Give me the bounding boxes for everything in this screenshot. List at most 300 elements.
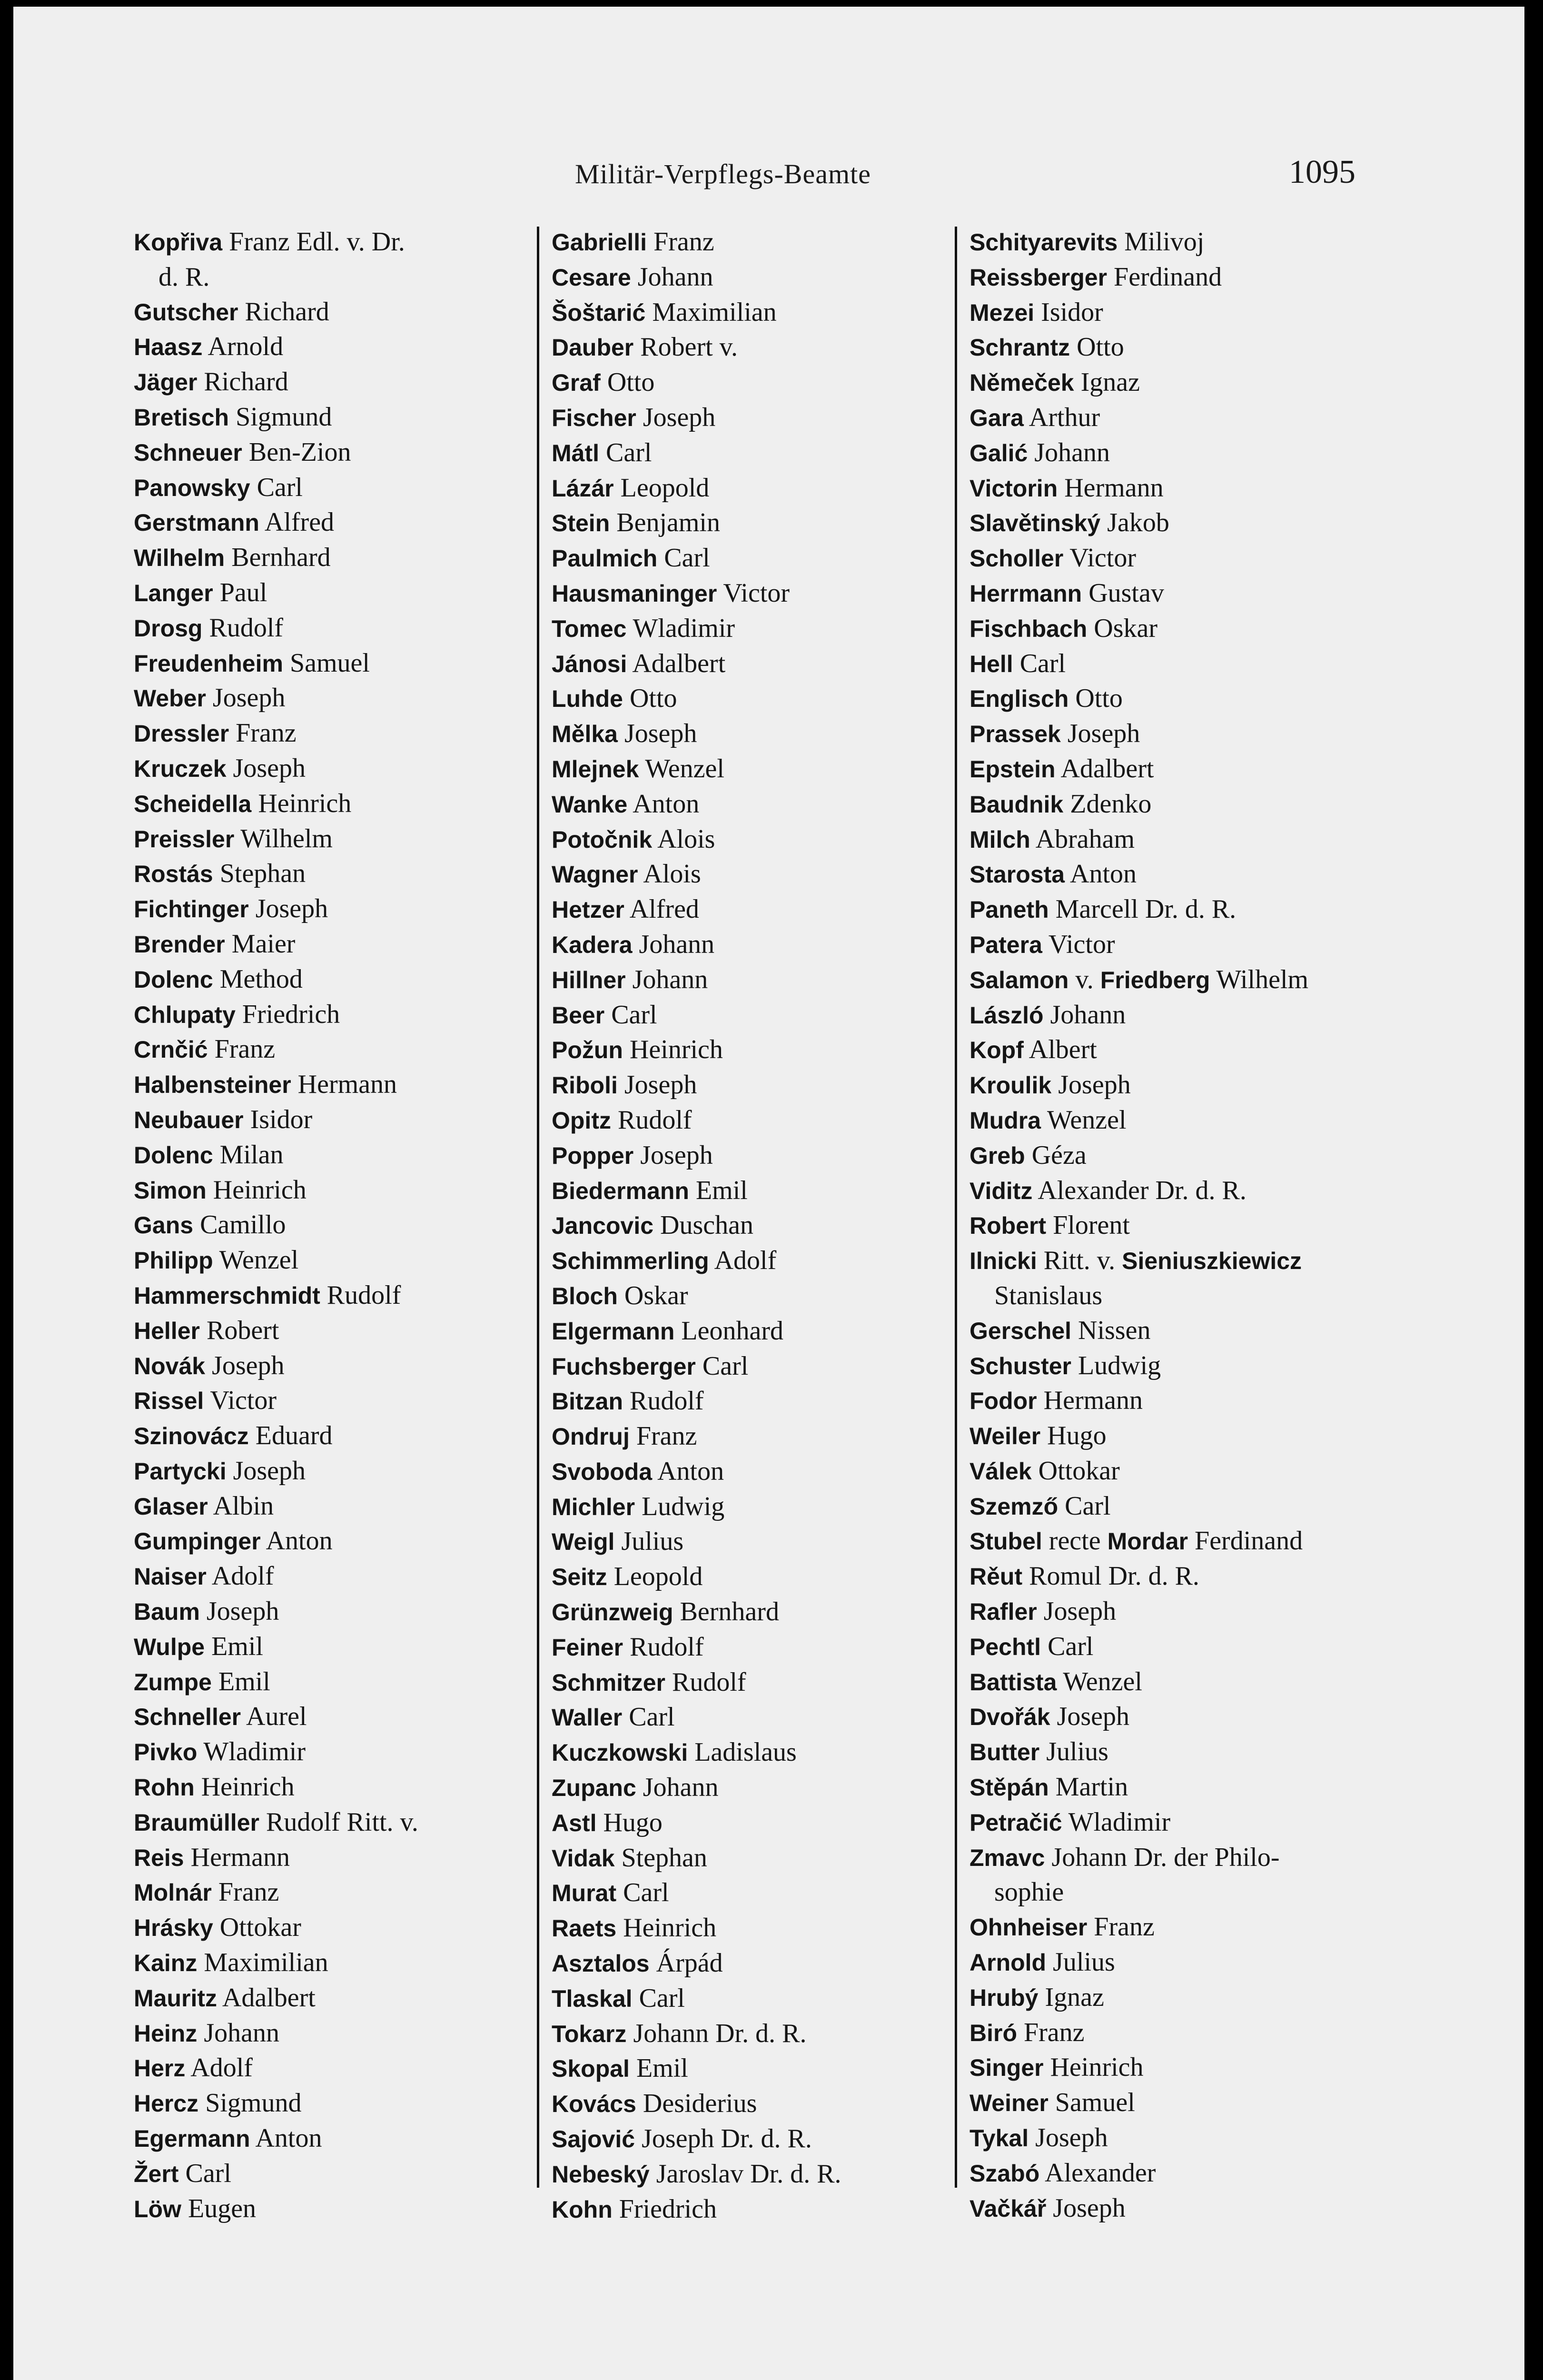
name-entry bbox=[969, 2085, 1379, 2121]
entry-given-name: Joseph bbox=[624, 1070, 697, 1100]
entry-given-name: Franz bbox=[236, 718, 297, 748]
name-entry bbox=[134, 1524, 543, 1559]
entry-given-name: Carl bbox=[611, 1000, 657, 1030]
entry-given-name: Heinrich bbox=[629, 1035, 723, 1065]
entry-given-name: Joseph bbox=[624, 719, 697, 749]
entry-given-name: Camillo bbox=[200, 1210, 286, 1240]
entry-given-name: Marcell Dr. d. R. bbox=[1055, 894, 1236, 924]
name-entry bbox=[134, 1665, 543, 1700]
name-entry bbox=[552, 471, 961, 506]
name-entry bbox=[969, 1173, 1379, 1209]
entry-surname: Zupanc bbox=[552, 1775, 636, 1802]
entry-given-name: v. bbox=[1075, 964, 1094, 994]
entry-surname: Epstein bbox=[969, 755, 1056, 783]
name-entry bbox=[134, 365, 543, 400]
entry-surname: Wagner bbox=[552, 861, 638, 888]
entry-given-name: Alois bbox=[643, 859, 701, 889]
entry-surname: Haasz bbox=[134, 334, 203, 361]
entry-surname: Opitz bbox=[552, 1107, 611, 1134]
entry-surname: Weber bbox=[134, 685, 206, 712]
entry-given-name: Anton bbox=[657, 1456, 724, 1486]
entry-given-name: Otto bbox=[1077, 332, 1124, 362]
entry-given-name: Franz bbox=[214, 1034, 276, 1064]
entry-surname: Glaser bbox=[134, 1493, 208, 1520]
entry-given-name: Joseph bbox=[643, 402, 716, 432]
name-entry bbox=[969, 471, 1379, 506]
entry-surname: Mlejnek bbox=[552, 755, 639, 783]
name-entry bbox=[969, 1418, 1379, 1454]
entry-given-name: Ludwig bbox=[642, 1491, 725, 1521]
entry-given-name: Maximilian bbox=[204, 1948, 328, 1978]
entry-surname: Weiner bbox=[969, 2090, 1048, 2117]
entry-surname: Egermann bbox=[134, 2125, 250, 2152]
name-entry bbox=[969, 260, 1379, 295]
entry-surname: Svoboda bbox=[552, 1458, 653, 1485]
name-entry bbox=[134, 1875, 543, 1910]
entry-given-name: Romul Dr. d. R. bbox=[1029, 1561, 1199, 1591]
entry-given-name: Anton bbox=[255, 2123, 322, 2153]
entry-surname: Gara bbox=[969, 404, 1024, 431]
entry-surname: Riboli bbox=[552, 1072, 618, 1099]
entry-surname: Fischer bbox=[552, 404, 636, 431]
entry-surname: Szabó bbox=[969, 2160, 1040, 2187]
entry-surname: Mudra bbox=[969, 1107, 1041, 1134]
entry-given-name: Friedrich bbox=[242, 999, 340, 1029]
name-entry bbox=[134, 1243, 543, 1278]
name-entry bbox=[552, 2192, 961, 2227]
entry-given-name: Johann bbox=[1034, 437, 1110, 467]
entry-surname: Zumpe bbox=[134, 1668, 212, 1696]
entry-given-name: Benjamin bbox=[616, 508, 720, 538]
name-entry bbox=[552, 330, 961, 365]
name-entry bbox=[969, 1068, 1379, 1103]
entry-given-name: Eduard bbox=[255, 1421, 333, 1451]
name-entry bbox=[134, 856, 543, 892]
entry-given-name: Joseph bbox=[212, 683, 286, 713]
entry-given-name: Julius bbox=[621, 1527, 684, 1557]
name-column-3 bbox=[969, 225, 1379, 2226]
entry-surname: Greb bbox=[969, 1142, 1025, 1169]
entry-given-name: Otto bbox=[607, 367, 655, 397]
name-entry bbox=[552, 962, 961, 998]
entry-surname: Preissler bbox=[134, 825, 235, 853]
name-entry bbox=[552, 436, 961, 471]
entry-surname: Mátl bbox=[552, 439, 599, 466]
entry-given-name: Stephan bbox=[219, 859, 306, 889]
entry-given-name: Robert bbox=[206, 1315, 279, 1345]
entry-given-name: Árpád bbox=[656, 1948, 723, 1978]
name-entry bbox=[134, 1278, 543, 1313]
entry-surname: Grünzweig bbox=[552, 1599, 673, 1626]
entry-surname: Němeček bbox=[969, 369, 1074, 397]
name-entry bbox=[552, 1595, 961, 1630]
entry-surname: Bitzan bbox=[552, 1388, 623, 1415]
entry-given-name: Joseph bbox=[1053, 2193, 1126, 2223]
entry-surname: Kadera bbox=[552, 931, 633, 958]
entry-surname: Kainz bbox=[134, 1950, 198, 1977]
name-entry bbox=[134, 822, 543, 857]
entry-surname: Hammerschmidt bbox=[134, 1282, 320, 1309]
entry-given-name: Alexander bbox=[1045, 2158, 1156, 2188]
entry-surname: Löw bbox=[134, 2195, 181, 2222]
entry-surname: Schneuer bbox=[134, 439, 242, 466]
name-entry bbox=[969, 962, 1379, 998]
name-entry bbox=[134, 1208, 543, 1243]
name-entry bbox=[134, 505, 543, 540]
entry-surname: Tlaskal bbox=[552, 1985, 633, 2012]
name-entry bbox=[552, 1103, 961, 1138]
entry-surname: Ondruj bbox=[552, 1423, 630, 1450]
name-entry bbox=[134, 1910, 543, 1945]
entry-given-name: Carl bbox=[664, 543, 710, 573]
name-entry bbox=[552, 1279, 961, 1314]
name-entry bbox=[969, 1383, 1379, 1418]
entry-surname: Scheidella bbox=[134, 790, 252, 817]
entry-surname: Fuchsberger bbox=[552, 1353, 696, 1380]
name-entry bbox=[552, 1243, 961, 1279]
entry-surname: Schimmerling bbox=[552, 1248, 709, 1275]
entry-surname: Sajović bbox=[552, 2126, 635, 2153]
entry-surname: Rohn bbox=[134, 1774, 195, 1801]
name-column-1 bbox=[134, 225, 543, 2226]
entry-surname: Hercz bbox=[134, 2090, 199, 2117]
name-entry bbox=[552, 1032, 961, 1068]
name-entry bbox=[969, 681, 1379, 716]
name-entry bbox=[134, 997, 543, 1032]
entry-given-name: Isidor bbox=[1041, 297, 1103, 327]
entry-given-name: Adolf bbox=[190, 2053, 253, 2083]
name-entry bbox=[969, 541, 1379, 576]
entry-given-name: Rudolf bbox=[672, 1667, 746, 1697]
entry-surname: Partycki bbox=[134, 1458, 227, 1485]
entry-given-name: Otto bbox=[629, 684, 677, 714]
entry-given-name: Paul bbox=[219, 577, 267, 607]
name-entry bbox=[552, 1630, 961, 1665]
entry-given-name: Leopold bbox=[613, 1562, 703, 1592]
entry-surname: Slavětinský bbox=[969, 510, 1101, 537]
entry-surname: Kroulik bbox=[969, 1072, 1052, 1099]
entry-surname: Kruczek bbox=[134, 755, 227, 782]
entry-given-name: Maximilian bbox=[652, 297, 777, 327]
entry-surname: Friedberg bbox=[1100, 966, 1210, 993]
entry-surname: Drosg bbox=[134, 615, 203, 642]
entry-given-name: Richard bbox=[245, 297, 329, 327]
entry-given-name: Julius bbox=[1053, 1947, 1115, 1977]
name-entry bbox=[134, 1173, 543, 1208]
entry-surname: Petračić bbox=[969, 1809, 1062, 1836]
name-entry bbox=[969, 2050, 1379, 2085]
name-entry bbox=[134, 1981, 543, 2016]
name-entry bbox=[969, 646, 1379, 682]
entry-given-name: Anton bbox=[266, 1526, 333, 1556]
entry-surname: Schmitzer bbox=[552, 1669, 665, 1696]
entry-surname: Dressler bbox=[134, 720, 229, 747]
name-entry bbox=[552, 541, 961, 576]
entry-surname: Gans bbox=[134, 1212, 194, 1239]
entry-surname: Freudenheim bbox=[134, 650, 283, 677]
entry-surname: Rafler bbox=[969, 1598, 1037, 1626]
name-entry bbox=[969, 857, 1379, 892]
entry-given-name: Heinrich bbox=[201, 1772, 295, 1802]
name-entry bbox=[134, 1489, 543, 1524]
name-entry bbox=[552, 857, 961, 892]
entry-surname: Scholler bbox=[969, 545, 1064, 572]
name-entry bbox=[134, 751, 543, 786]
entry-surname: László bbox=[969, 1002, 1044, 1029]
entry-surname: Elgermann bbox=[552, 1318, 675, 1345]
name-entry bbox=[969, 1699, 1379, 1735]
entry-surname: Murat bbox=[552, 1880, 617, 1907]
name-entry bbox=[134, 400, 543, 435]
name-entry bbox=[969, 1524, 1379, 1559]
entry-given-name: Johann bbox=[639, 929, 715, 959]
name-entry bbox=[969, 1665, 1379, 1700]
entry-surname: Vidak bbox=[552, 1844, 615, 1872]
entry-surname: Graf bbox=[552, 369, 601, 397]
entry-surname: Brender bbox=[134, 931, 225, 958]
name-entry bbox=[969, 1805, 1379, 1840]
entry-given-name: Joseph Dr. d. R. bbox=[642, 2124, 812, 2154]
name-entry bbox=[134, 1349, 543, 1384]
entry-given-name: Method bbox=[219, 964, 303, 994]
entry-surname: Reis bbox=[134, 1844, 184, 1871]
name-entry bbox=[969, 1559, 1379, 1594]
name-entry bbox=[969, 752, 1379, 787]
entry-surname: Dolenc bbox=[134, 1141, 213, 1169]
entry-given-name: Wladimir bbox=[1068, 1807, 1171, 1837]
entry-surname: Kopf bbox=[969, 1037, 1024, 1064]
entry-given-name: Aurel bbox=[246, 1702, 307, 1732]
entry-surname: Crnčić bbox=[134, 1036, 208, 1063]
entry-given-name: Carl bbox=[702, 1351, 749, 1381]
name-entry bbox=[969, 2015, 1379, 2051]
name-entry bbox=[969, 1945, 1379, 1980]
entry-surname: Baum bbox=[134, 1598, 200, 1626]
entry-surname: Wilhelm bbox=[134, 545, 225, 572]
entry-continuation: Stanislaus bbox=[994, 1280, 1103, 1310]
entry-given-name: Alfred bbox=[264, 507, 335, 537]
entry-surname: Herrmann bbox=[969, 580, 1082, 607]
name-entry bbox=[552, 1384, 961, 1419]
entry-surname: Reissberger bbox=[969, 264, 1108, 291]
entry-given-name: Milivoj bbox=[1124, 227, 1205, 257]
entry-given-name: Hermann bbox=[1064, 473, 1164, 503]
entry-surname: Cesare bbox=[552, 264, 631, 291]
name-entry bbox=[552, 1946, 961, 1981]
name-entry bbox=[969, 1454, 1379, 1489]
entry-given-name: Carl bbox=[623, 1878, 669, 1908]
entry-given-name: Duschan bbox=[660, 1210, 753, 1240]
entry-given-name: Joseph bbox=[1067, 719, 1140, 749]
entry-surname: Lázár bbox=[552, 475, 614, 502]
name-entry bbox=[552, 365, 961, 400]
name-entry bbox=[552, 1911, 961, 1946]
entry-given-name: Johann bbox=[632, 964, 708, 994]
entry-given-name: Rudolf Ritt. v. bbox=[266, 1807, 418, 1837]
entry-continuation: sophie bbox=[994, 1877, 1064, 1907]
entry-surname: Hillner bbox=[552, 966, 626, 993]
name-entry bbox=[969, 400, 1379, 436]
name-entry bbox=[552, 681, 961, 716]
entry-given-name: Alfred bbox=[629, 894, 699, 924]
entry-given-name: Friedrich bbox=[619, 2194, 717, 2224]
name-entry bbox=[134, 2086, 543, 2121]
entry-surname: Hrubý bbox=[969, 1984, 1039, 2011]
entry-surname: Schneller bbox=[134, 1704, 241, 1731]
name-entry bbox=[552, 2051, 961, 2086]
name-entry bbox=[134, 1454, 543, 1489]
entry-given-name: Carl bbox=[629, 1702, 675, 1732]
entry-surname: Požun bbox=[552, 1037, 623, 1064]
entry-surname: Luhde bbox=[552, 685, 623, 713]
name-entry bbox=[552, 1489, 961, 1525]
name-entry bbox=[969, 576, 1379, 611]
name-entry bbox=[969, 1103, 1379, 1138]
entry-given-name: Joseph bbox=[1035, 2123, 1108, 2153]
name-entry bbox=[134, 2192, 543, 2227]
entry-given-name: Stephan bbox=[621, 1843, 707, 1873]
name-entry bbox=[969, 1243, 1379, 1279]
entry-given-name: Ferdinand bbox=[1114, 262, 1222, 292]
entry-surname: Seitz bbox=[552, 1564, 607, 1591]
name-entry bbox=[552, 2086, 961, 2122]
name-entry bbox=[969, 436, 1379, 471]
name-entry bbox=[552, 2157, 961, 2192]
name-entry bbox=[969, 365, 1379, 400]
entry-surname: Vačkář bbox=[969, 2195, 1047, 2222]
entry-given-name: Franz bbox=[1094, 1912, 1155, 1942]
entry-given-name: Jakob bbox=[1107, 508, 1169, 538]
name-entry bbox=[552, 506, 961, 541]
entry-given-name: Robert v. bbox=[640, 332, 738, 362]
entry-surname: Weigl bbox=[552, 1528, 615, 1556]
entry-surname: Simon bbox=[134, 1177, 207, 1204]
document-page bbox=[13, 7, 1524, 2380]
entry-surname: Langer bbox=[134, 579, 213, 606]
name-entry bbox=[134, 1699, 543, 1735]
name-entry bbox=[134, 1840, 543, 1875]
entry-given-name: Ladislaus bbox=[694, 1737, 797, 1767]
name-entry bbox=[969, 330, 1379, 365]
entry-given-name: Hermann bbox=[297, 1070, 397, 1100]
entry-given-name: Ottokar bbox=[219, 1913, 301, 1943]
name-entry bbox=[552, 716, 961, 752]
name-entry bbox=[552, 1524, 961, 1559]
entry-surname: Salamon bbox=[969, 966, 1069, 993]
entry-surname: Braumüller bbox=[134, 1809, 259, 1836]
entry-surname: Žert bbox=[134, 2160, 179, 2187]
name-entry bbox=[134, 1032, 543, 1067]
name-entry bbox=[134, 681, 543, 716]
entry-surname: Neubauer bbox=[134, 1106, 244, 1133]
entry-given-name: Joseph bbox=[233, 753, 306, 783]
entry-given-name: Géza bbox=[1031, 1140, 1087, 1170]
entry-given-name: Alexander Dr. d. R. bbox=[1038, 1175, 1246, 1205]
entry-surname: Schuster bbox=[969, 1352, 1071, 1379]
entry-surname: Ilnicki bbox=[969, 1248, 1037, 1275]
entry-given-name: Adolf bbox=[714, 1246, 777, 1276]
name-entry bbox=[552, 1349, 961, 1384]
name-entry bbox=[969, 1208, 1379, 1243]
entry-given-name: Zdenko bbox=[1070, 789, 1152, 819]
entry-surname: Gumpinger bbox=[134, 1528, 261, 1555]
name-entry bbox=[969, 295, 1379, 330]
entry-continuation: d. R. bbox=[158, 262, 210, 292]
name-entry bbox=[552, 1419, 961, 1454]
entry-given-name: Johann bbox=[643, 1773, 719, 1803]
entry-given-name: Carl bbox=[185, 2158, 231, 2188]
name-entry bbox=[969, 1840, 1379, 1875]
entry-surname: Biró bbox=[969, 2019, 1017, 2046]
entry-given-name: Hugo bbox=[1047, 1421, 1107, 1451]
entry-given-name: Ludwig bbox=[1078, 1350, 1161, 1380]
entry-given-name: Rudolf bbox=[630, 1386, 704, 1416]
entry-surname: Stěpán bbox=[969, 1774, 1049, 1801]
name-entry bbox=[552, 822, 961, 857]
name-entry bbox=[552, 1770, 961, 1805]
name-entry bbox=[969, 1349, 1379, 1384]
entry-given-name: Wladimir bbox=[633, 613, 735, 643]
name-entry bbox=[552, 1700, 961, 1735]
entry-given-name: Franz bbox=[1024, 2017, 1085, 2047]
name-entry bbox=[134, 1594, 543, 1629]
entry-given-name: Carl bbox=[257, 472, 303, 502]
name-entry bbox=[134, 1383, 543, 1418]
entry-surname: Jánosi bbox=[552, 650, 627, 677]
entry-given-name: Rudolf bbox=[209, 613, 284, 643]
entry-given-name: Anton bbox=[1070, 859, 1137, 889]
entry-surname: Milch bbox=[969, 826, 1030, 853]
name-entry bbox=[552, 1068, 961, 1103]
entry-given-name: Franz bbox=[653, 227, 714, 257]
entry-surname: Tomec bbox=[552, 615, 627, 642]
entry-given-name: Bernhard bbox=[231, 543, 331, 573]
entry-surname: Paneth bbox=[969, 896, 1049, 923]
name-entry bbox=[969, 1594, 1379, 1629]
entry-surname: Victorin bbox=[969, 475, 1058, 502]
entry-given-name: Franz Edl. v. Dr. bbox=[229, 227, 405, 257]
name-entry bbox=[552, 1208, 961, 1243]
entry-surname: Wulpe bbox=[134, 1633, 205, 1660]
entry-surname: Molnár bbox=[134, 1879, 212, 1906]
entry-surname: Nebeský bbox=[552, 2161, 650, 2188]
entry-given-name: Samuel bbox=[1055, 2088, 1135, 2118]
name-entry bbox=[134, 1559, 543, 1594]
entry-given-name: Wilhelm bbox=[1216, 964, 1309, 994]
entry-given-name: Wilhelm bbox=[240, 823, 333, 853]
entry-surname: Battista bbox=[969, 1668, 1057, 1696]
name-entry bbox=[552, 1173, 961, 1209]
entry-surname: Herz bbox=[134, 2055, 186, 2082]
name-entry bbox=[552, 576, 961, 611]
column-divider bbox=[955, 227, 957, 2188]
name-entry bbox=[552, 1841, 961, 1876]
name-entry bbox=[134, 1313, 543, 1349]
entry-surname: Weiler bbox=[969, 1423, 1041, 1450]
entry-surname: Ohnheiser bbox=[969, 1914, 1088, 1941]
entry-given-name: Adalbert bbox=[632, 648, 726, 678]
name-entry bbox=[969, 787, 1379, 822]
entry-surname: Jancovic bbox=[552, 1212, 654, 1240]
entry-surname: Kuczkowski bbox=[552, 1739, 688, 1766]
entry-given-name: Samuel bbox=[289, 648, 370, 678]
name-entry bbox=[969, 998, 1379, 1033]
entry-surname: Naiser bbox=[134, 1563, 207, 1590]
entry-surname: Bloch bbox=[552, 1282, 618, 1309]
entry-surname: Starosta bbox=[969, 861, 1065, 888]
entry-given-name: Joseph bbox=[233, 1456, 306, 1486]
entry-given-name: Heinrich bbox=[1050, 2053, 1144, 2082]
